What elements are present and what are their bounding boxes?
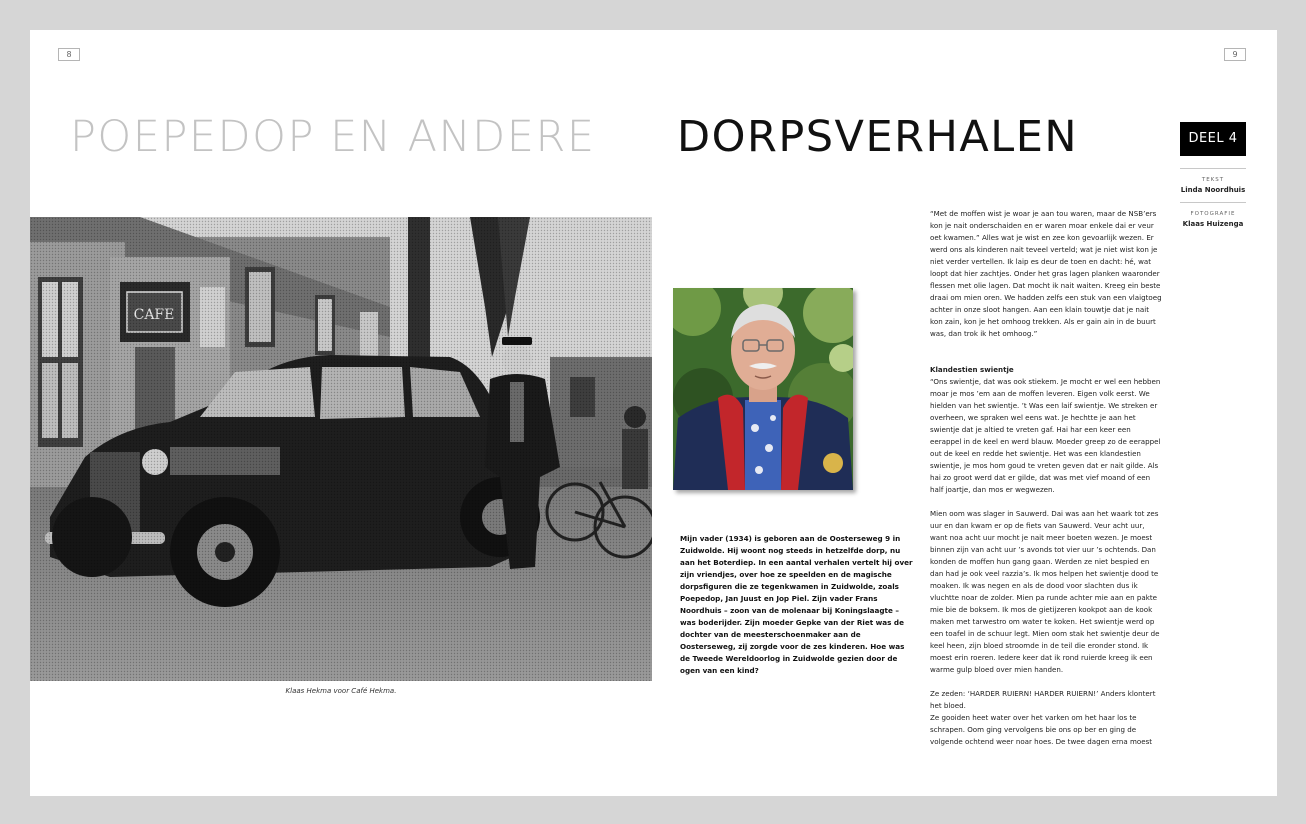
car-photo: [30, 217, 652, 681]
credit-name-text: Linda Noordhuis: [1180, 186, 1246, 194]
photo-caption: Klaas Hekma voor Café Hekma.: [285, 687, 397, 695]
article-paragraph-4b: Ze gooiden heet water over het varken om het haar los te schrapen. Oom ging vervolgens bie ons op ber en ging de volgende ochtend weer noar hoes. De twee dagen erna moest: [930, 713, 1153, 746]
portrait-photo: [673, 288, 853, 490]
article-paragraph-1: “Met de moffen wist je woar je aan tou waren, maar de NSB’ers kon je nait onderschaiden en er waren moar enkele dai er veur oet kwamen.” Alles wat je wist en zee kon gevoarlijk wezen. Er werd ons als kinderen nait teveel verteld; wat je niet wist kon je niet verder vertellen. Ik laip es deur de toen en dacht: hé, wat loopt dat hier zachtjes. Onder het gras lagen planken waaronder flessen met olie lagen. Dat mocht ik nait waiten. Kreeg ein beste draai om mien oren. We hadden zelfs een stuk van een vlaigtoeg achter in onze sloot hangen. Aan een klain touwtje dat je nait kon zain, kon je het omhoog trekken. Als er gain ain in de buurt was, dan trok ik het omhoog.”: [930, 209, 1162, 338]
credit-label-text: TEKST: [1201, 177, 1225, 183]
title-black: DORPSVERHALEN: [677, 112, 1079, 162]
article-column: [930, 208, 1163, 748]
article-subheading: Klandestien swientje: [930, 365, 1014, 374]
section-badge: DEEL 4: [1180, 122, 1246, 156]
article-paragraph-2: “Ons swientje, dat was ook stiekem. Je mocht er wel een hebben moar je mos ’em aan de moffen leveren. Eigen volk eerst. We hielden van het swientje. ’t Was een laif swientje. We streken er overheen, we spraken wel eens wat. Je hechtte je aan het swientje dat je altied te vreten gaf. Hai har een keer een eerappel in de keel en werd blauw. Moeder greep zo de eerappel out de keel en redde het swientje. Het was een klandestien swientje, je mos hom goud te vreten geven dat er nait gilde. Als hai zo groot werd dat er gilde, dat was met vief moand of een half joartje, dan mos er wegwezen.: [930, 377, 1161, 494]
title-grey: POEPEDOP EN ANDERE: [70, 112, 596, 162]
credits: [1180, 168, 1246, 236]
intro-text: Mijn vader (1934) is geboren aan de Oosterseweg 9 in Zuidwolde. Hij woont nog steeds in hetzelfde dorp, nu aan het Boterdiep. In een aantal verhalen vertelt hij over zijn vriendjes, over hoe ze speelden en de magische dorpsfiguren die ze tegenkwamen in Zuidwolde, zoals Poepedop, Jan Juust en Jop Piel. Zijn vader Frans Noordhuis – zoon van de molenaar bij Koningslaagte – was boderijder. Zijn moeder Gepke van der Riet was de dochter van de meesterschoenmaker aan de Oosterseweg, zij zorgde voor de zes kinderen. Hoe was de Tweede Wereldoorlog in Zuidwolde gezien door de ogen van een kind?: [680, 534, 913, 675]
credit-label-photo: FOTOGRAFIE: [1190, 211, 1236, 217]
article-paragraph-3: Mien oom was slager in Sauwerd. Dai was aan het waark tot zes uur en dan kwam er op de fiets van Sauwerd. Veur acht uur, want noa acht uur mocht je nait meer boeten wezen. Je moest binnen zijn van acht uur ’s avonds tot vier uur ’s ochtends. Dan konden de moffen hun gang gaan. Werden ze niet bespied en dan had je ook veel razzia’s. Ik mos helpen het swientje dood te moaken. Ik was negen en als de dood voor slachten dus ik vluchtte noar de zolder. Mien pa runde achter mie aan en pakte mie bie de boksem. Ik mos de gietijzeren kookpot aan de kook maken met tarwestro om water te koken. Het swientje werd op een toafel in de schuur legt. Mien oom stak het swientje deur de keel heen, zijn bloed stroomde in de teil die eronder stond. Ik moest erin roeren. Iedere keer dat ik rond ruierde kreeg ik een warme gulp bloed over mien handen.: [930, 509, 1160, 674]
credit-name-photo: Klaas Huizenga: [1182, 220, 1244, 228]
page-number-left: 8: [58, 48, 80, 61]
page-number-right: 9: [1224, 48, 1246, 61]
magazine-spread: [30, 30, 1277, 796]
article-paragraph-4a: Ze zeden: ‘HARDER RUIERN! HARDER RUIERN!’ Anders klontert het bloed.: [930, 689, 1156, 710]
